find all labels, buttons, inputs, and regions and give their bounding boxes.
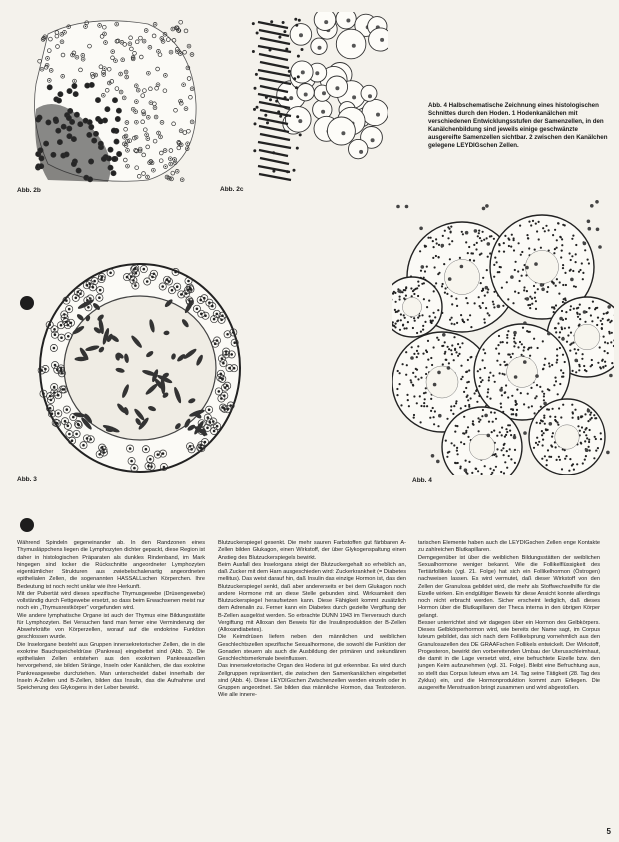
- figure-abb-3-label: Abb. 3: [17, 476, 37, 483]
- paragraph: Beim Ausfall des Inselorgans steigt der Blutzuckergehalt so erheblich an, daß Zucker mit dem Harn ausgeschieden wird: Zuckerkrankheit (= Diabetes mellitus). Das weist darauf hin, daß Insulin das einzige Hormon ist, das den Blutzuckerspiegel senkt, daß aber andererseits er bei dem Glukagon noch andere Hormone mit an diese Stelle gebunden sind. Wirksamkeit den Blutzuckerspiegel heraufsetzen kann. Diese Fähigkeit kommt zusätzlich dem Adrenalin zu. Ferner kann ein Diabetes durch gezielte Vergiftung der B-Zellen ausgelöst werden. So erbrachte DUNN 1943 im Tierversuch durch Vergiftung mit Alloxan den Beweis für die Insulinproduktion der B-Zellen (Alloxandiabetes).: [218, 561, 406, 633]
- figure-abb-4: [392, 197, 614, 475]
- figure-abb-2b-drawing: [28, 14, 200, 184]
- figure-abb-3-drawing: [36, 258, 244, 478]
- figure-abb-4-label: Abb. 4: [412, 477, 432, 484]
- paragraph: Blutzuckerspiegel gesenkt. Die mehr sauren Farbstoffen gut färbbaren A-Zellen bilden Glukagon, einen Wirkstoff, der über Glykogenspaltung einen Anstieg des Blutzuckerspiegels bewirkt.: [218, 540, 406, 561]
- body-text: [17, 540, 609, 838]
- figure-abb-4-drawing: [392, 197, 614, 475]
- paragraph: Die Keimdrüsen liefern neben den männlichen und weiblichen Geschlechtszellen spezifische Sexualhormone, die sowohl die Funktion der Gonaden steuern als auch die Ausbildung der primären und sekundären Geschlechtsmerkmale beeinflussen.: [218, 634, 406, 662]
- paragraph: Demgegenüber ist über die weiblichen Bildungsstätten der weiblichen Sexualhormone weniger bekannt. Wie die Follikelflüssigkeit des Tertiärfollikels (vgl. 21. Folge) hat sich ein Follikelhormon (Östrogen) nachweisen lassen. Es wird vermutet, daß dieser Wirkstoff von den Zellen der Granulosa gebildet wird, die mehr als Stoffwechselhilfe für die Eizelle wirken. Ein endgültiger Beweis für diese Ansicht konnte allerdings noch nicht erbracht werden. Sicher erscheint lediglich, daß dieses Hormon über die Blutkapillaren der Theca interna in den übrigen Körper gelangt.: [418, 554, 600, 619]
- paragraph: Besser unterrichtet sind wir dagegen über ein Hormon des Gelbkörpers. Dieses Gelbkörperhormon wird, wie bereits der Name sagt, im Corpus luteum gebildet, das sich nach dem Follikelsprung vornehmlich aus den Granulosazellen des DE GRAAFschen Follikels entwickelt. Der Wirkstoff, Progesteron, bewirkt den vorbereitenden Umbau der Uterusschleimhaut, die damit in die Lage versetzt wird, eine befruchtete Eizelle bzw. den jungen Keim aufzunehmen (vgl. 31. Folge). Bleibt eine Befruchtung aus, so stellt das Corpus luteum etwa am 14. Tag seine Tätigkeit (28. Tag des Zyklus) ein, und die Hormonproduktion kommt zum Erliegen. Die ausgereifte Menstruation bringt zusammen und wird abgestoßen.: [418, 619, 600, 691]
- paragraph: Während Spindeln gegeneinander ab. In den Randzonen eines Thymusläppchens liegen die Lymphozyten dichter gepackt, diese Region ist daher in histologischen Präparaten als dunkles Rindenband, im Mark hingegen sind locker die Rückschnitte angeordneter Lymphozyten eigentümlicher Strukturen aus zwiebelschalenartig angeordneten epithelialen Zellen, die sogenannten HASSALLschen Körperchen. Ihre Bedeutung ist noch recht unklar wie ihre Herkunft.: [17, 540, 205, 590]
- text-column-1: [17, 540, 205, 692]
- text-column-3: [418, 540, 600, 692]
- paragraph: Wie andere lymphatische Organe ist auch der Thymus eine Bildungsstätte für Lymphozyten. Bei Versuchen fand man ferner eine Verminderung der Abwehrkräfte von Körperzellen, worauf auf die endokrine Funktion geschlossen wurde.: [17, 612, 205, 641]
- paragraph: Das innersekretorische Organ des Hodens ist gut erkennbar. Es wird durch Zellgruppen repräsentiert, die zwischen den Samenkanälchen eingebettet sind (Abb. 4). Diese LEYDIGschen Zwischenzellen werden einzeln oder in Gruppen angeordnet. Sie bilden das männliche Hormon, das Testosteron. Wie alle innere-: [218, 663, 406, 699]
- figure-abb-2b-label: Abb. 2b: [17, 187, 41, 194]
- paragraph: tarischen Elemente haben auch die LEYDIGschen Zellen enge Kontakte zu zahlreichen Blutkapillaren.: [418, 540, 600, 554]
- figure-abb-2c: [248, 12, 388, 182]
- binder-hole-lower: [20, 518, 34, 532]
- paragraph: Die Inselorgane besteht aus Gruppen innersekretorischer Zellen, die in die exokrine Bauchspeicheldrüse (Pankreas) eingebettet sind (Abb. 3). Die epithelialen Zellen entstehen aus den exokrinen Pankreaszellen hervorgehend, sie bilden Stränge, Inseln oder Kanälchen, die das exokrine Pankreasgewebe durchziehen. Man unterscheidet dabei innerhalb der Inseln A-Zellen und B-Zellen, bilden das Insulin, das die Aufnahme und Speicherung des Glykogens in der Leber bewirkt.: [17, 641, 205, 691]
- figure-caption: Abb. 4 Halbschematische Zeichnung eines histologischen Schnittes durch den Hoden. 1 Hodenkanälchen mit verschiedenen Entwicklungsstufen der Samenzellen, in den Kanälchenbildung sind jeweils einige geschwänzte ausgereifte Samenzellen sichtbar. 2 zwischen den Kanälchen gelegene LEYDIGschen Zellen.: [428, 102, 608, 150]
- figure-abb-2c-drawing: [248, 12, 388, 182]
- binder-hole-upper: [20, 296, 34, 310]
- page-number: 5: [606, 827, 611, 836]
- figure-abb-3: [36, 258, 244, 478]
- figure-abb-2c-label: Abb. 2c: [220, 186, 244, 193]
- text-column-2: [218, 540, 406, 700]
- figure-abb-2b: [28, 14, 200, 184]
- paragraph: Mit der Pubertät wird dieses spezifische Thymusgewebe (Drüsengewebe) vollständig durch Fettgewebe ersetzt, so dass beim Erwachsenen meist nur noch ein „Thymusrestkörper“ vorgefunden wird.: [17, 590, 205, 612]
